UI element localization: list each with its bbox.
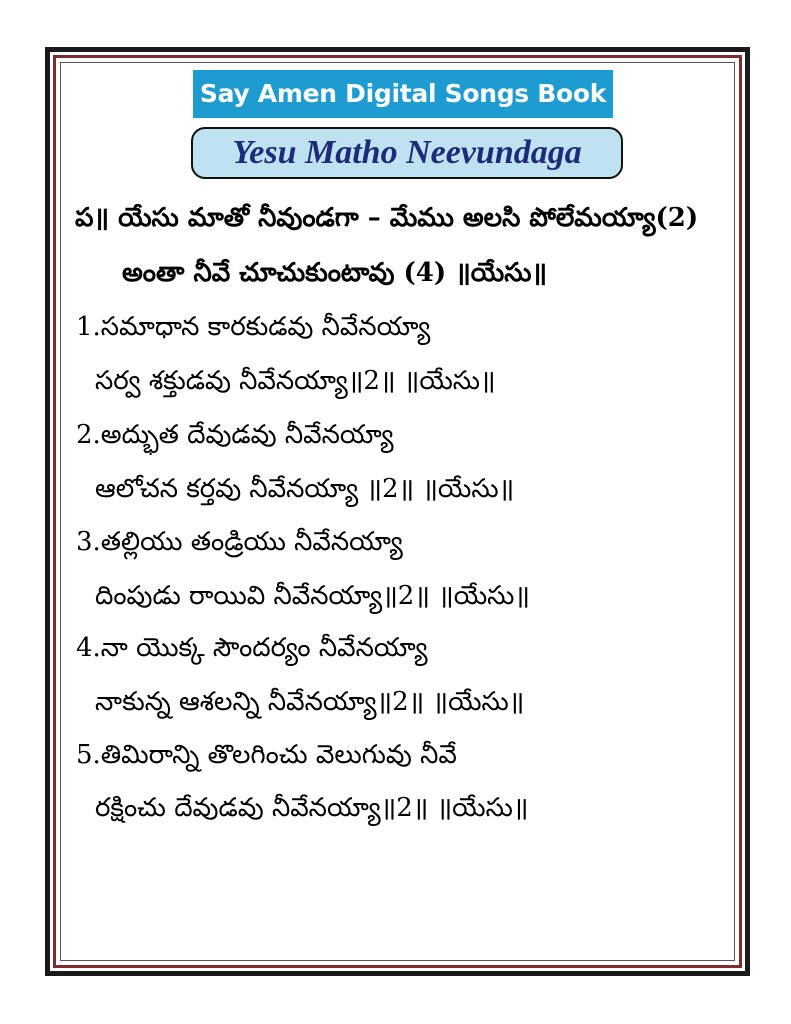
pallavi-line-2: అంతా నీవే చూచుకుంటావు (4) ॥యేసు॥ xyxy=(122,258,548,288)
verse-4-line-1: 4.నా యొక్క సౌందర్యం నీవేనయ్యా xyxy=(76,633,428,663)
verse-5-line-2: రక్షించు దేవుడవు నీవేనయ్యా॥2॥ ॥యేసు॥ xyxy=(95,793,529,823)
verse-3-line-1: 3.తల్లియు తండ్రియు నీవేనయ్యా xyxy=(76,527,403,557)
verse-1-line-1: 1.సమాధాన కారకుడవు నీవేనయ్యా xyxy=(76,312,431,342)
verse-1-line-2: సర్వ శక్తుడవు నీవేనయ్యా॥2॥ ॥యేసు॥ xyxy=(95,366,496,396)
book-title-banner: Say Amen Digital Songs Book xyxy=(193,70,613,118)
song-title: Yesu Matho Neevundaga xyxy=(191,127,623,179)
verse-2-line-2: ఆలోచన కర్తవు నీవేనయ్యా ॥2॥ ॥యేసు॥ xyxy=(95,474,515,504)
verse-3-line-2: దింపుడు రాయివి నీవేనయ్యా॥2॥ ॥యేసు॥ xyxy=(95,581,531,611)
verse-5-line-1: 5.తిమిరాన్ని తొలగించు వెలుగువు నీవే xyxy=(76,740,457,770)
verse-4-line-2: నాకున్న ఆశలన్ని నీవేనయ్యా॥2॥ ॥యేసు॥ xyxy=(95,687,525,717)
pallavi-line-1: ప॥ యేసు మాతో నీవుండగా – మేము అలసి పోలేమయ్యా(2) xyxy=(75,203,699,233)
verse-2-line-1: 2.అద్భుత దేవుడవు నీవేనయ్యా xyxy=(76,420,394,450)
